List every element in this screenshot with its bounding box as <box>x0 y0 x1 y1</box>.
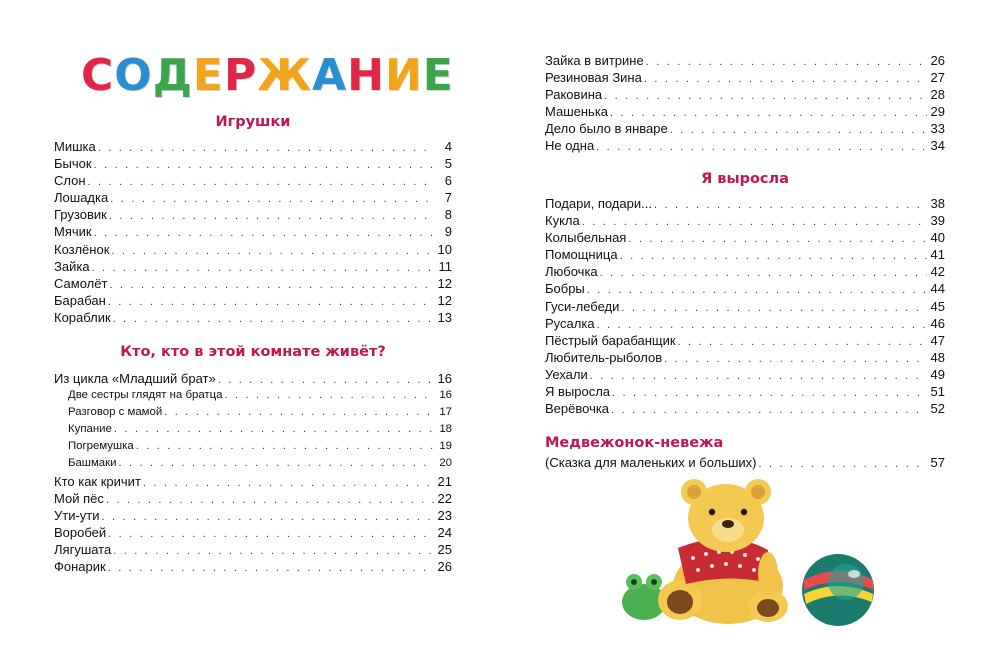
dot-leader <box>582 214 927 231</box>
toc-entry <box>545 52 945 69</box>
toc-entry <box>54 387 452 404</box>
toc-list-bear-cub <box>545 454 945 471</box>
toc-entry <box>54 138 452 155</box>
toc-entry <box>545 454 945 471</box>
toc-entry-title: Колыбельная <box>545 230 627 246</box>
toc-entry-title: Резиновая Зина <box>545 70 642 86</box>
toc-entry <box>545 349 945 366</box>
toc-entry-title: Машенька <box>545 104 609 120</box>
dot-leader <box>621 300 927 317</box>
dot-leader <box>102 509 434 526</box>
toc-entry-page: 9 <box>444 224 452 240</box>
dot-leader <box>113 311 434 328</box>
toc-entry <box>54 309 452 326</box>
toc-entry-title: Бобры <box>545 281 585 297</box>
toc-entry-page: 44 <box>930 281 945 297</box>
toc-entry-page: 33 <box>930 121 945 137</box>
toc-entry-title: Любитель-рыболов <box>545 349 663 365</box>
toc-entry <box>545 280 945 297</box>
toc-entry-title: Уехали <box>545 366 588 382</box>
dot-leader <box>114 421 434 438</box>
toc-entry <box>545 383 945 400</box>
toc-entry-page: 21 <box>437 473 452 489</box>
toc-entry-page: 42 <box>930 264 945 280</box>
toc-entry <box>54 258 452 275</box>
toc-entry <box>54 473 452 490</box>
toc-entry-page: 24 <box>437 524 452 540</box>
toc-entry-title: Гуси-лебеди <box>545 298 620 314</box>
toc-entry-title: Не одна <box>545 138 595 154</box>
toc-entry-page: 25 <box>437 541 452 557</box>
toc-entry-page: 5 <box>444 156 452 172</box>
toc-entry-page: 34 <box>930 138 945 154</box>
toc-entry-title: Верёвочка <box>545 401 610 417</box>
toc-entry-page: 45 <box>930 298 945 314</box>
toc-entry-title: Раковина <box>545 87 603 103</box>
toc-entry-title: Зайка в витрине <box>545 53 644 68</box>
toc-entry-title: Башмаки <box>68 457 117 470</box>
toc-entry <box>54 558 452 575</box>
toc-entry <box>54 455 452 472</box>
dot-leader <box>670 122 927 139</box>
toc-entry <box>545 229 945 246</box>
toc-entry <box>54 524 452 541</box>
toc-entry <box>54 421 452 438</box>
toc-entry-title: Зайка <box>54 258 90 274</box>
toc-entry-page: 41 <box>930 247 945 263</box>
toc-entry-title: Лягушата <box>54 541 112 557</box>
dot-leader <box>108 560 434 577</box>
dot-leader <box>88 174 434 191</box>
toc-entry-page: 20 <box>439 457 452 470</box>
toc-entry <box>545 298 945 315</box>
toc-entry <box>54 241 452 258</box>
toc-entry-page: 4 <box>444 139 452 154</box>
dot-leader <box>136 438 434 455</box>
toc-entry <box>545 69 945 86</box>
dot-leader <box>108 294 434 311</box>
dot-leader <box>111 243 434 260</box>
toc-entry <box>54 370 452 387</box>
toc-entry-page: 23 <box>437 507 452 523</box>
toc-entry <box>54 404 452 421</box>
toc-entry <box>54 292 452 309</box>
dot-leader <box>143 475 434 492</box>
toc-entry <box>545 366 945 383</box>
toc-entry-page: 8 <box>444 207 452 223</box>
toc-entry-page: 39 <box>930 213 945 229</box>
title-letter: Е <box>422 50 454 101</box>
toc-entry-title: Любочка <box>545 264 598 280</box>
toc-list-room <box>54 370 452 575</box>
dot-leader <box>654 197 927 214</box>
title-letter: Р <box>223 50 258 101</box>
toc-entry-page: 7 <box>444 190 452 206</box>
dot-leader <box>109 277 434 294</box>
ball-icon <box>802 554 874 626</box>
toc-entry <box>545 137 945 154</box>
toc-entry-page: 19 <box>439 440 452 453</box>
toc-entry-page: 40 <box>930 230 945 246</box>
dot-leader <box>225 387 435 404</box>
toc-entry-title: Кораблик <box>54 309 111 325</box>
dot-leader <box>108 526 434 543</box>
toc-entry-page: 48 <box>930 349 945 365</box>
dot-leader <box>590 368 927 385</box>
toc-entry-page: 12 <box>437 275 452 291</box>
toc-entry-page: 28 <box>930 87 945 103</box>
toc-entry <box>545 212 945 229</box>
toc-entry-title: Подари, подари... <box>545 196 652 211</box>
dot-leader <box>92 260 434 277</box>
toc-entry <box>545 332 945 349</box>
toc-list-continued <box>545 52 945 155</box>
dot-leader <box>628 231 927 248</box>
toc-entry-title: Мой пёс <box>54 490 104 506</box>
title-letter: С <box>81 50 115 101</box>
title-letter: И <box>384 50 423 101</box>
toc-entry <box>545 195 945 212</box>
toc-entry <box>54 223 452 240</box>
left-page <box>54 0 452 650</box>
toc-entry <box>545 103 945 120</box>
dot-leader <box>118 455 434 472</box>
toc-entry-title: Грузовик <box>54 207 107 223</box>
toc-entry-title: Бычок <box>54 156 92 172</box>
title-letter: А <box>312 50 348 101</box>
toc-entry-title: Мячик <box>54 224 92 240</box>
toc-entry-title: Я выросла <box>545 384 611 400</box>
toc-entry-page: 10 <box>437 241 452 257</box>
toc-entry-title: Купание <box>68 423 112 436</box>
toc-entry-page: 51 <box>930 384 945 400</box>
toc-entry-page: 47 <box>930 332 945 348</box>
dot-leader <box>646 54 927 71</box>
teddy-bear-illustration <box>618 478 880 630</box>
dot-leader <box>600 265 927 282</box>
toc-entry-page: 27 <box>930 70 945 86</box>
toc-entry <box>54 438 452 455</box>
toc-entry-page: 46 <box>930 315 945 331</box>
toc-entry <box>54 490 452 507</box>
toc-entry-title: Две сестры глядят на братца <box>68 389 223 402</box>
section-heading-bear-cub: Медвежонок-невежа <box>545 435 724 451</box>
dot-leader <box>612 385 927 402</box>
toc-entry <box>545 315 945 332</box>
title-letter: Д <box>152 50 193 101</box>
toc-entry-title: Козлёнок <box>54 241 110 257</box>
toc-entry-page: 18 <box>439 423 452 436</box>
toc-entry-title: (Сказка для маленьких и больших) <box>545 455 757 470</box>
toc-entry-title: Кукла <box>545 213 580 229</box>
toc-entry <box>545 246 945 263</box>
toc-entry-page: 26 <box>437 559 452 575</box>
dot-leader <box>604 88 927 105</box>
toc-entry <box>54 541 452 558</box>
toc-entry <box>54 155 452 172</box>
dot-leader <box>110 191 434 208</box>
toc-entry-page: 57 <box>930 455 945 470</box>
toc-entry <box>545 263 945 280</box>
dot-leader <box>94 157 434 174</box>
dot-leader <box>98 140 434 157</box>
toc-entry-title: Разговор с мамой <box>68 406 163 419</box>
toc-entry <box>54 172 452 189</box>
toc-entry-title: Пёстрый барабанщик <box>545 332 676 348</box>
toc-entry-title: Мишка <box>54 139 96 154</box>
dot-leader <box>109 208 434 225</box>
toc-list-toys <box>54 138 452 326</box>
toc-entry-title: Барабан <box>54 292 106 308</box>
toc-entry <box>54 189 452 206</box>
dot-leader <box>664 351 927 368</box>
toc-entry-page: 6 <box>444 173 452 189</box>
title-letter: Ж <box>257 50 313 101</box>
dot-leader <box>164 404 434 421</box>
toc-entry-page: 13 <box>437 309 452 325</box>
toc-entry-title: Ути-ути <box>54 507 100 523</box>
dot-leader <box>94 225 434 242</box>
toc-entry-title: Помощница <box>545 247 618 263</box>
toc-entry <box>545 400 945 417</box>
toc-entry-title: Самолёт <box>54 275 108 291</box>
dot-leader <box>620 248 927 265</box>
toc-entry <box>54 507 452 524</box>
dot-leader <box>678 334 927 351</box>
toc-entry-page: 22 <box>437 490 452 506</box>
dot-leader <box>611 402 927 419</box>
toc-entry-title: Русалка <box>545 315 595 331</box>
toc-entry-page: 16 <box>439 389 452 402</box>
page-title <box>81 52 454 100</box>
toc-entry-title: Кто как кричит <box>54 473 141 489</box>
toc-entry-title: Слон <box>54 173 86 189</box>
dot-leader <box>587 282 927 299</box>
dot-leader <box>596 139 927 156</box>
toc-entry <box>545 120 945 137</box>
toc-list-grew-up <box>545 195 945 417</box>
title-letter: Е <box>192 50 224 101</box>
toc-entry <box>545 86 945 103</box>
toc-entry-page: 29 <box>930 104 945 120</box>
title-letter: Н <box>347 50 385 101</box>
section-heading-toys: Игрушки <box>215 114 291 130</box>
toc-entry-page: 12 <box>437 292 452 308</box>
toc-entry-page: 38 <box>930 196 945 211</box>
toc-entry-page: 26 <box>930 53 945 68</box>
dot-leader <box>759 456 927 473</box>
title-letter: О <box>114 50 153 101</box>
toc-entry-title: Из цикла «Младший брат» <box>54 371 216 386</box>
dot-leader <box>644 71 927 88</box>
section-heading-room: Кто, кто в этой комнате живёт? <box>120 344 386 360</box>
toc-entry-page: 49 <box>930 366 945 382</box>
dot-leader <box>113 543 434 560</box>
toc-entry <box>54 206 452 223</box>
toc-entry-title: Лошадка <box>54 190 109 206</box>
toc-entry-title: Дело было в январе <box>545 121 668 137</box>
toc-entry-title: Погремушка <box>68 440 134 453</box>
dot-leader <box>106 492 434 509</box>
toc-entry-page: 17 <box>439 406 452 419</box>
toc-entry-title: Воробей <box>54 524 107 540</box>
toc-entry <box>54 275 452 292</box>
toc-entry-page: 16 <box>437 371 452 386</box>
toc-entry-title: Фонарик <box>54 559 106 575</box>
toc-entry-page: 52 <box>930 401 945 417</box>
toc-entry-page: 11 <box>438 258 452 274</box>
section-heading-grew-up: Я выросла <box>701 171 789 187</box>
